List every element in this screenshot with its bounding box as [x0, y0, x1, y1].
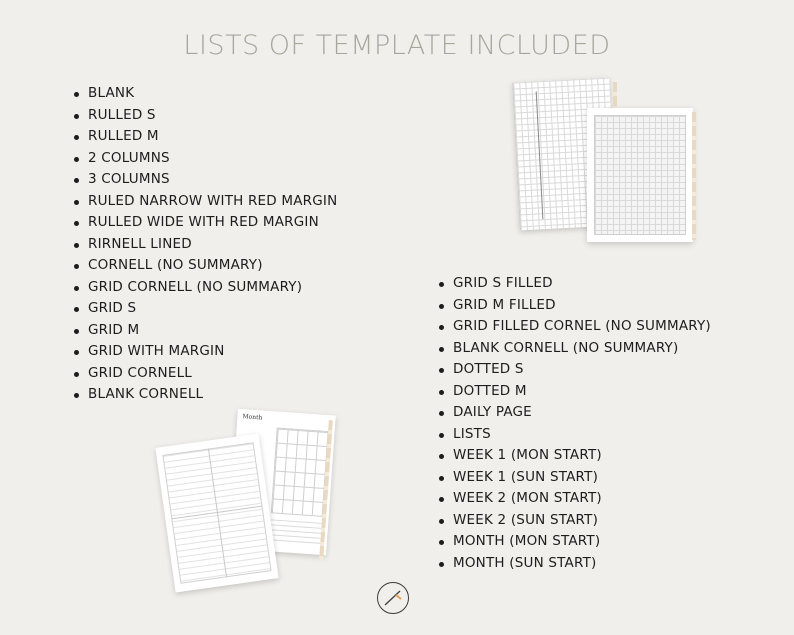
- template-list-left-item: GRID CORNELL (NO SUMMARY): [74, 277, 337, 299]
- template-list-right-item: WEEK 2 (MON START): [439, 488, 711, 510]
- template-list-left-item: GRID CORNELL: [74, 363, 337, 385]
- template-list-left-item: RULED NARROW WITH RED MARGIN: [74, 191, 337, 213]
- template-list-left-item: RIRNELL LINED: [74, 234, 337, 256]
- template-list-right-item: MONTH (MON START): [439, 531, 711, 553]
- pen-icon: [378, 583, 408, 613]
- template-list-left-item: RULLED S: [74, 105, 337, 127]
- page-title: LISTS OF TEMPLATE INCLUDED: [183, 30, 611, 61]
- template-list-left-item: RULLED M: [74, 126, 337, 148]
- notebook-page-weekly: [155, 433, 278, 592]
- month-grid: [271, 428, 329, 517]
- template-list-right-item: MONTH (SUN START): [439, 553, 711, 575]
- notebook-page-front: [587, 108, 693, 242]
- template-list-right-item: WEEK 2 (SUN START): [439, 510, 711, 532]
- template-list-right-item: LISTS: [439, 424, 711, 446]
- notebook-tabs-front: [692, 112, 696, 240]
- template-list-left-item: CORNELL (NO SUMMARY): [74, 255, 337, 277]
- template-list-right-item: GRID S FILLED: [439, 273, 711, 295]
- template-list-left-item: 3 COLUMNS: [74, 169, 337, 191]
- template-list-left-item: RULLED WIDE WITH RED MARGIN: [74, 212, 337, 234]
- template-list-right-item: DAILY PAGE: [439, 402, 711, 424]
- template-list-left-item: 2 COLUMNS: [74, 148, 337, 170]
- template-list-left-item: BLANK: [74, 83, 337, 105]
- template-list-right-item: DOTTED M: [439, 381, 711, 403]
- template-list-left-item: GRID M: [74, 320, 337, 342]
- template-list-right: [439, 273, 711, 574]
- month-label: Month: [242, 413, 263, 422]
- template-list-right-item: GRID M FILLED: [439, 295, 711, 317]
- template-list-right-item: DOTTED S: [439, 359, 711, 381]
- template-list-right-item: BLANK CORNELL (NO SUMMARY): [439, 338, 711, 360]
- template-list-left-item: GRID S: [74, 298, 337, 320]
- brand-logo: [377, 582, 409, 614]
- template-list-right-item: WEEK 1 (SUN START): [439, 467, 711, 489]
- template-list-right-item: WEEK 1 (MON START): [439, 445, 711, 467]
- template-list-right-item: GRID FILLED CORNEL (NO SUMMARY): [439, 316, 711, 338]
- template-list-left-item: BLANK CORNELL: [74, 384, 337, 406]
- template-list-left: [74, 83, 337, 406]
- template-list-left-item: GRID WITH MARGIN: [74, 341, 337, 363]
